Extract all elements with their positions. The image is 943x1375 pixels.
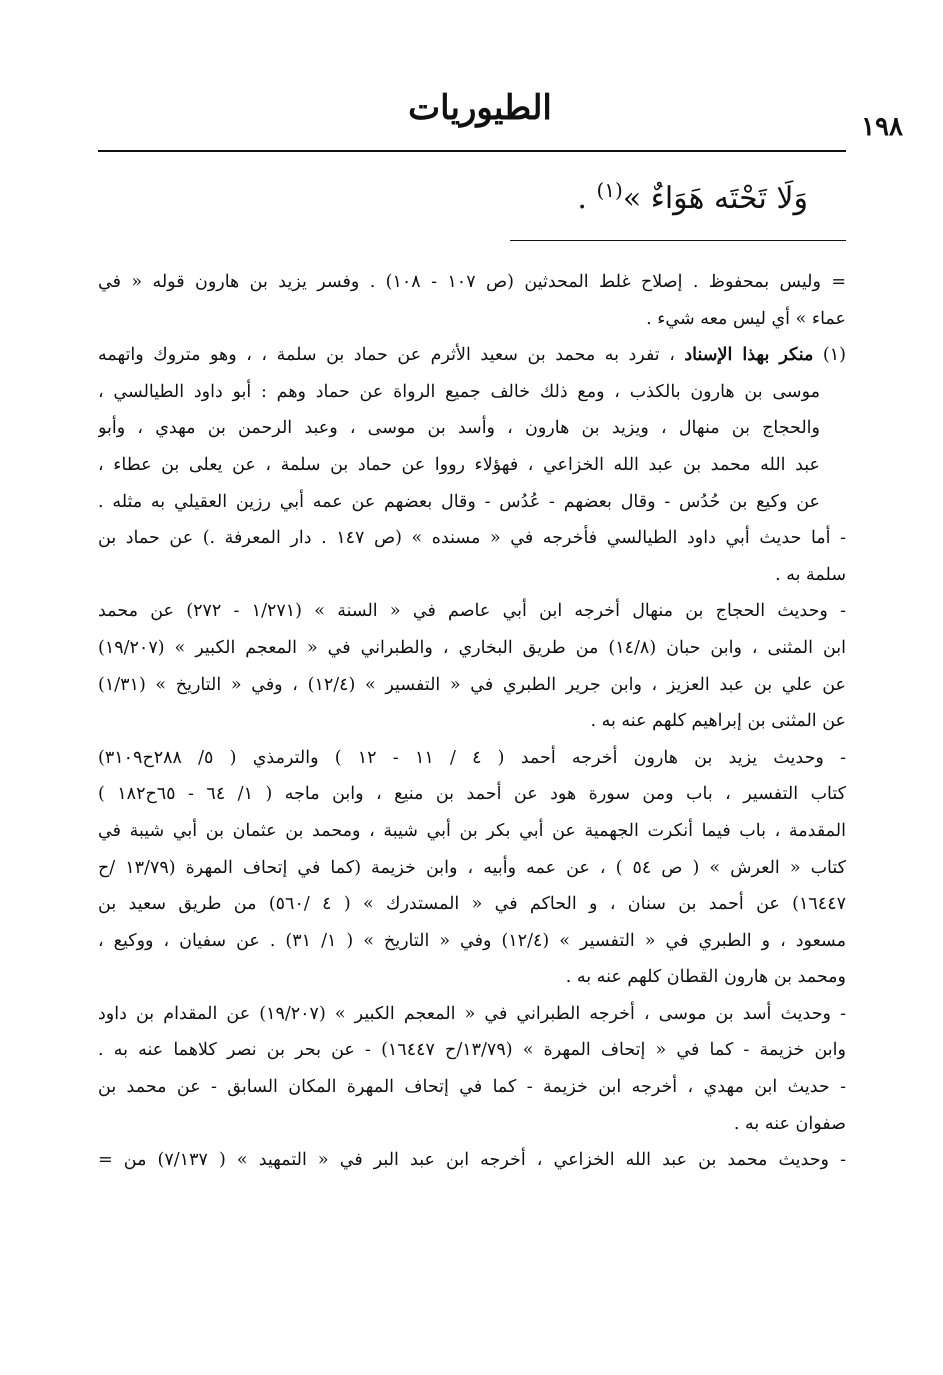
running-header-title: الطيوريات: [408, 88, 552, 128]
footnote-1-marker: (١): [822, 345, 846, 366]
footnote-line: صفوان عنه به .: [733, 1113, 846, 1134]
footnote-line: - وحديث الحجاج بن منهال أخرجه ابن أبي عاصم في « السنة » (١/٢٧١ - ٢٧٢) عن محمد: [98, 601, 846, 622]
footnote-line: ومحمد بن هارون القطان كلهم عنه به .: [565, 967, 846, 988]
footnotes-block: [98, 264, 846, 1179]
footnote-line: موسى بن هارون بالكذب ، ومع ذلك خالف جميع الرواة عن حماد وهم : أبو داود الطيالسي ،: [98, 381, 820, 402]
footnote-line: عن وكيع بن حُدُس - وقال بعضهم - عُدُس - وقال بعضهم عن عمه أبي رزين العقيلي به مثله .: [98, 491, 820, 512]
footnote-line: والحجاج بن منهال ، ويزيد بن هارون ، وأسد بن موسى ، وعبد الرحمن بن مهدي ، وأبو: [98, 418, 820, 439]
footnote-line: عبد الله محمد بن عبد الله الخزاعي ، فهؤلاء رووا عن حماد بن سلمة ، عن يعلى بن عطاء ،: [98, 454, 820, 475]
footnote-line: عن علي بن عبد العزيز ، وابن جرير الطبري في « التفسير » (١٢/٤) ، وفي « التاريخ » (١/٣١): [98, 674, 846, 695]
footnote-line: ابن المثنى ، وابن حبان (١٤/٨) من طريق البخاري ، والطبراني في « المعجم الكبير » (١٩/٢٠٧): [98, 637, 846, 658]
footnote-line: عن المثنى بن إبراهيم كلهم عنه به .: [590, 711, 846, 732]
footnote-line: كتاب التفسير ، باب ومن سورة هود عن أحمد بن منيع ، وابن ماجه ( ١/ ٦٤ - ٦٥ح١٨٢ ): [98, 784, 846, 805]
main-text: وَلَا تَحْتَه هَوَاءٌ »: [622, 181, 808, 216]
page-number: ١٩٨: [861, 112, 903, 142]
footnote-separator: [510, 240, 846, 241]
header-rule: [98, 150, 846, 152]
main-text-line: [577, 178, 808, 216]
footnote-line: - أما حديث أبي داود الطيالسي فأخرجه في « مسنده » (ص ١٤٧ . دار المعرفة .) عن حماد بن: [98, 528, 846, 549]
footnote-line: = وليس بمحفوظ . إصلاح غلط المحدثين (ص ١٠٧ - ١٠٨) . وفسر يزيد بن هارون قوله « في: [98, 272, 846, 292]
footnote-line: عماء » أي ليس معه شيء .: [646, 308, 846, 329]
footnote-line: - وحديث أسد بن موسى ، أخرجه الطبراني في « المعجم الكبير » (١٩/٢٠٧) عن المقدام بن داود: [98, 1003, 846, 1024]
footnote-reference: (١): [596, 178, 623, 202]
main-text-end: .: [577, 181, 587, 216]
footnote-line: - حديث ابن مهدي ، أخرجه ابن خزيمة - كما في إتحاف المهرة المكان السابق - عن محمد بن: [98, 1077, 846, 1098]
footnote-line: - وحديث محمد بن عبد الله الخزاعي ، أخرجه ابن عبد البر في « التمهيد » ( ٧/١٣٧) من =: [98, 1150, 846, 1171]
footnote-line: مسعود ، و الطبري في « التفسير » (١٢/٤) وفي « التاريخ » ( ١/ ٣١) . عن سفيان ، ووكيع ،: [98, 930, 846, 951]
footnote-line: سلمة به .: [775, 564, 846, 585]
footnote-line: - وحديث يزيد بن هارون أخرجه أحمد ( ٤ / ١١ - ١٢ ) والترمذي ( ٥/ ٢٨٨ح٣١٠٩): [98, 747, 846, 768]
footnote-line: ١٦٤٤٧) عن أحمد بن سنان ، و الحاكم في « المستدرك » ( ٤ /٥٦٠) من طريق سعيد بن: [98, 894, 846, 915]
footnote-1-text: ، تفرد به محمد بن سعيد الأثرم عن حماد بن سلمة ، ، وهو متروك واتهمه: [98, 345, 675, 366]
footnote-1-verdict: منكر بهذا الإسناد: [684, 345, 814, 366]
footnote-1-first-line: [98, 337, 846, 374]
footnote-line: المقدمة ، باب فيما أنكرت الجهمية عن أبي بكر بن أبي شيبة ، ومحمد بن عثمان بن أبي شيبة في: [98, 820, 846, 841]
footnote-line: كتاب « العرش » ( ص ٥٤ ) ، عن عمه وأبيه ، وابن خزيمة (كما في إتحاف المهرة (١٣/٧٩ /ح: [98, 857, 846, 878]
footnote-line: وابن خزيمة - كما في « إتحاف المهرة » (١٣/٧٩/ح ١٦٤٤٧) - عن بحر بن نصر كلاهما عنه به .: [98, 1040, 846, 1061]
